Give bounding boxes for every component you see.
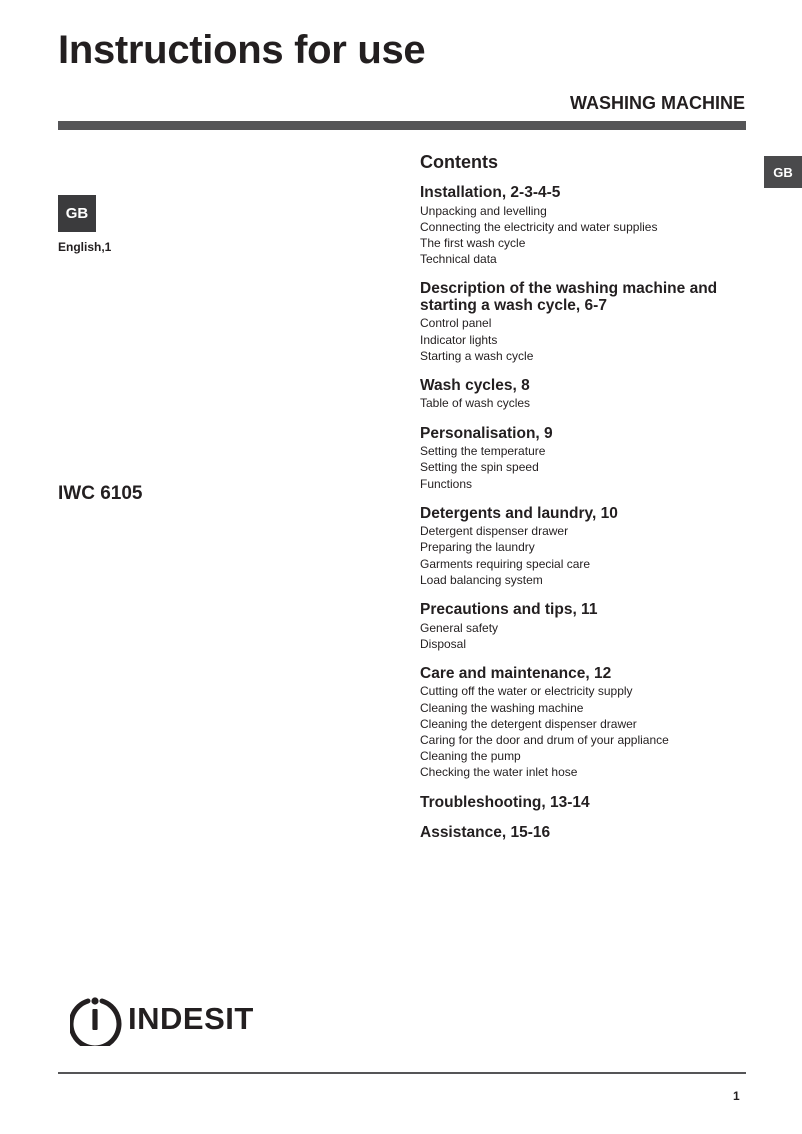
footer-rule (58, 1072, 746, 1074)
toc-section (420, 281, 760, 364)
language-label: English,1 (58, 240, 112, 254)
toc-item: Cleaning the washing machine (420, 700, 584, 715)
toc-section-heading: Personalisation, 9 (420, 424, 553, 442)
toc-item: Garments requiring special care (420, 556, 591, 571)
toc-item: Table of wash cycles (420, 396, 531, 411)
toc-item: Functions (420, 476, 473, 491)
toc-item: General safety (420, 620, 499, 635)
toc-section (420, 825, 760, 842)
toc-item: Technical data (420, 252, 497, 267)
product-type: WASHING MACHINE (570, 93, 745, 113)
toc-item: Preparing the laundry (420, 540, 535, 555)
toc-item: Checking the water inlet hose (420, 765, 578, 780)
brand-name: INDESIT (128, 1001, 254, 1036)
toc-item: Cutting off the water or electricity supply (420, 684, 633, 699)
toc-section (420, 426, 760, 492)
page-number: 1 (733, 1089, 740, 1103)
toc-section-heading: Troubleshooting, 13-14 (420, 793, 590, 811)
toc-section (420, 602, 760, 652)
toc-section-heading: Precautions and tips, 11 (420, 601, 598, 619)
toc-section-heading: Wash cycles, 8 (420, 376, 530, 394)
contents-sections (420, 185, 760, 842)
toc-section-heading: Installation, 2-3-4-5 (420, 184, 561, 201)
toc-section (420, 378, 760, 412)
toc-item: Disposal (420, 636, 467, 651)
toc-section (420, 506, 760, 588)
toc-section (420, 795, 760, 812)
toc-item: Detergent dispenser drawer (420, 524, 569, 539)
model-number: IWC 6105 (58, 483, 143, 504)
toc-section-heading: Care and maintenance, 12 (420, 664, 612, 682)
toc-item: Control panel (420, 316, 492, 331)
toc-item: Setting the temperature (420, 444, 546, 459)
indesit-logo (70, 990, 270, 1046)
toc-item: Load balancing system (420, 572, 543, 587)
document-title: Instructions for use (58, 28, 426, 72)
table-of-contents (420, 151, 760, 856)
toc-item: Unpacking and levelling (420, 203, 547, 218)
toc-item: Starting a wash cycle (420, 348, 534, 363)
language-badge: GB (58, 195, 96, 232)
contents-title: Contents (420, 152, 498, 172)
language-side-tab: GB (764, 156, 802, 188)
toc-item: Caring for the door and drum of your appliance (420, 733, 669, 748)
toc-section (420, 185, 760, 267)
toc-item: Indicator lights (420, 332, 498, 347)
toc-item: Cleaning the pump (420, 749, 521, 764)
toc-section-heading: Assistance, 15-16 (420, 824, 551, 842)
toc-item: Connecting the electricity and water supplies (420, 219, 658, 234)
toc-section-heading: Description of the washing machine and starting a wash cycle, 6-7 (420, 280, 718, 314)
toc-item: Setting the spin speed (420, 460, 539, 475)
toc-item: The first wash cycle (420, 235, 526, 250)
toc-section (420, 666, 760, 781)
toc-section-heading: Detergents and laundry, 10 (420, 504, 618, 522)
indesit-logo-icon (70, 990, 270, 1046)
header-rule (58, 121, 746, 130)
toc-item: Cleaning the detergent dispenser drawer (420, 716, 637, 731)
